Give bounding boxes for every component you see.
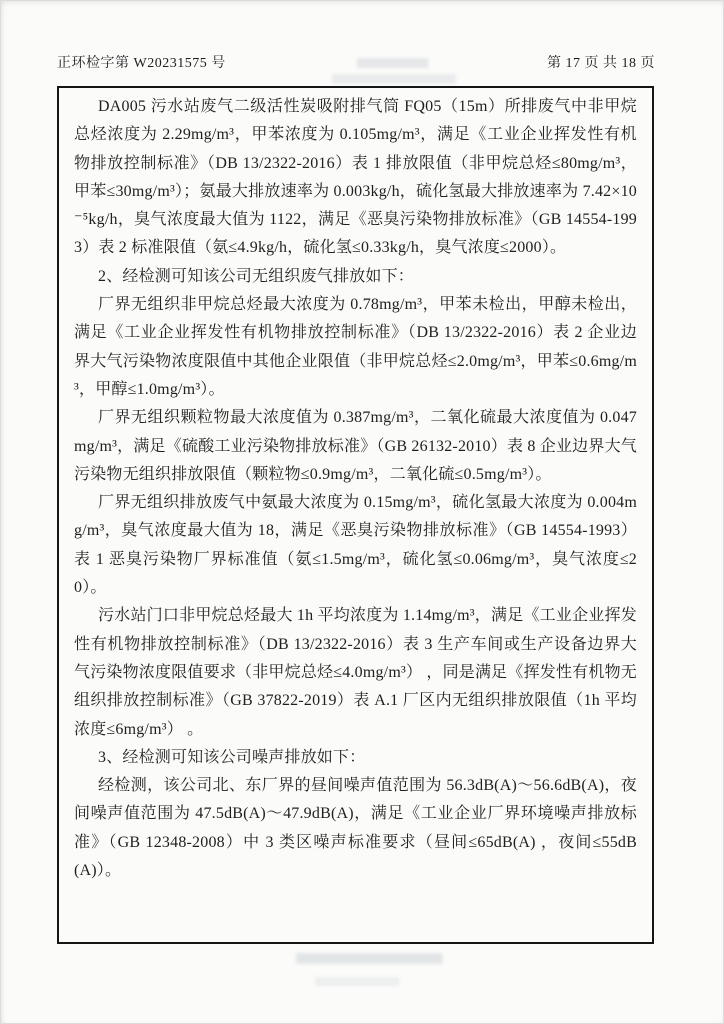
paragraph-fugitive-ammonia: 厂界无组织排放废气中氨最大浓度为 0.15mg/m³，硫化氢最大浓度为 0.004mg/m³，臭气浓度最大值为 18，满足《恶臭污染物排放标准》（GB 14554-1993）表 1 恶臭污染物厂界标准值（氨≤1.5mg/m³，硫化氢≤0.06mg/m³，臭气浓度≤20）。 xyxy=(74,494,637,597)
page-header xyxy=(57,52,655,72)
paragraph-da005-exhaust: DA005 污水站废气二级活性炭吸附排气筒 FQ05（15m）所排废气中非甲烷总烃浓度为 2.29mg/m³，甲苯浓度为 0.105mg/m³，满足《工业企业挥发性有机物排放控制标准》（DB 13/2322-2016）表 1 排放限值（非甲烷总烃≤80mg/m³，甲苯≤30mg/m³）；氨最大排放速率为 0.003kg/h，硫化氢最大排放速率为 7.42×10⁻⁵kg/h，臭气浓度最大值为 1122，满足《恶臭污染物排放标准》（GB 14554-1993）表 2 标准限值（氨≤4.9kg/h，硫化氢≤0.33kg/h，臭气浓度≤2000）。 xyxy=(74,98,637,257)
paragraph-fugitive-nmhc: 厂界无组织非甲烷总烃最大浓度为 0.78mg/m³，甲苯未检出，甲醇未检出，满足《工业企业挥发性有机物排放控制标准》（DB 13/2322-2016）表 2 企业边界大气污染物浓度限值中其他企业限值（非甲烷总烃≤2.0mg/m³，甲苯≤0.6mg/m³，甲醇≤1.0mg/m³）。 xyxy=(74,296,637,398)
content-frame xyxy=(57,86,654,944)
paragraph-heading-fugitive-gas: 2、经检测可知该公司无组织废气排放如下： xyxy=(98,267,415,285)
page-number: 第 17 页 共 18 页 xyxy=(547,56,655,71)
paragraph-noise-results: 经检测，该公司北、东厂界的昼间噪声值范围为 56.3dB(A)～56.6dB(A)，夜间噪声值范围为 47.5dB(A)～47.9dB(A)，满足《工业企业厂界环境噪声排放标准》（GB 12348-2008）中 3 类区噪声标准要求（昼间≤65dB(A) ，夜间≤55dB(A)）。 xyxy=(74,777,637,880)
scan-smudge-bottom xyxy=(296,951,484,995)
paragraph-sewage-station-nmhc: 污水站门口非甲烷总烃最大 1h 平均浓度为 1.14mg/m³，满足《工业企业挥发性有机物排放控制标准》（DB 13/2322-2016）表 3 生产车间或生产设备边界大气污染物浓度限值要求（非甲烷总烃≤4.0mg/m³） ，同是满足《挥发性有机物无组织排放控制标准》（GB 37822-2019）表 A.1 厂区内无组织排放限值（1h 平均浓度≤6mg/m³） 。 xyxy=(74,607,637,738)
doc-number: 正环检字第 W20231575 号 xyxy=(57,56,226,71)
paragraph-fugitive-particulate: 厂界无组织颗粒物最大浓度值为 0.387mg/m³，二氧化硫最大浓度值为 0.047mg/m³，满足《硫酸工业污染物排放标准》（GB 26132-2010）表 8 企业边界大气污染物无组织排放限值（颗粒物≤0.9mg/m³，二氧化硫≤0.5mg/m³）。 xyxy=(74,409,637,483)
paragraph-heading-noise: 3、经检测可知该公司噪声排放如下： xyxy=(98,748,366,766)
